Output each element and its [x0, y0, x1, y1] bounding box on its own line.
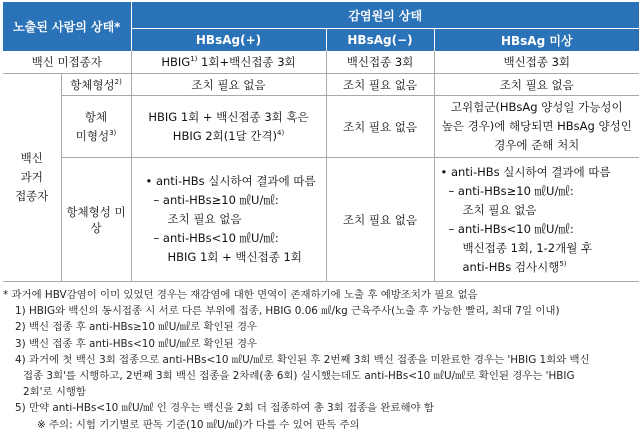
- table-row: [3, 74, 639, 96]
- guideline-document: [3, 2, 639, 433]
- cell-unknown-antibody-positive: • anti-HBs 실시하여 결과에 따름 – anti-HBs≥10 ㎖U/㎖: 조치 필요 없음 – anti-HBs<10 ㎖U/㎖: HBIG 1회 + 백신접종 1회: [131, 158, 326, 282]
- row-label-unvaccinated: 백신 미접종자: [3, 51, 131, 74]
- footnote-4-end: 2회'로 시행함: [23, 386, 86, 399]
- header-source-status: 감염원의 상태: [131, 2, 639, 29]
- row-label-antibody-unknown: 항체형성 미상: [61, 158, 131, 282]
- header-exposed-status: 노출된 사람의 상태*: [3, 2, 131, 51]
- footnote-1: 1) HBIG와 백신의 동시접종 시 서로 다른 부위에 접종, HBIG 0.06 ㎖/kg 근육주사(노출 후 가능한 빨리, 최대 7일 이내): [15, 305, 560, 318]
- cell-nonresponse-positive: HBIG 1회 + 백신접종 3회 혹은 HBIG 2회(1달 간격)$^{4)}$: [131, 96, 326, 158]
- footnote-caution: ※ 주의: 시험 기기별로 판독 기준(10 ㎖U/㎖)가 다를 수 있어 판독 주의: [37, 418, 360, 431]
- header-hbsag-negative: HBsAg(−): [326, 29, 434, 52]
- table-row: [3, 158, 639, 282]
- table-row: [3, 51, 639, 74]
- footnote-3: 3) 백신 접종 후 anti-HBs<10 ㎖U/㎖로 확인된 경우: [15, 337, 258, 350]
- cell-unvaccinated-positive: HBIG$^{1)}$ 1회+백신접종 3회: [131, 51, 326, 74]
- row-label-antibody-not-formed: 항체 미형성$^{3)}$: [61, 96, 131, 158]
- header-hbsag-unknown: HBsAg 미상: [434, 29, 639, 52]
- footnote-4-cont: 접종 3회'를 시행하고, 2번째 3회 백신 접종을 2차례(총 6회) 실시했는데도 anti-HBs<10 ㎖U/㎖로 확인된 경우는 'HBIG: [23, 370, 575, 383]
- cell-antibody-negative: 조치 필요 없음: [326, 74, 434, 96]
- cell-nonresponse-unknown: 고위험군(HBsAg 양성일 가능성이 높은 경우)에 해당되면 HBsAg 양성인 경우에 준해 처치: [434, 96, 639, 158]
- table-row: [3, 96, 639, 158]
- cell-unvaccinated-unknown: 백신접종 3회: [434, 51, 639, 74]
- cell-antibody-unknown: 조치 필요 없음: [434, 74, 639, 96]
- cell-antibody-positive: 조치 필요 없음: [131, 74, 326, 96]
- cell-unknown-antibody-negative: 조치 필요 없음: [326, 158, 434, 282]
- cell-unvaccinated-negative: 백신접종 3회: [326, 51, 434, 74]
- cell-unknown-antibody-unknown: • anti-HBs 실시하여 결과에 따름 – anti-HBs≥10 ㎖U/㎖: 조치 필요 없음 – anti-HBs<10 ㎖U/㎖: 백신접종 1회, 1-2개월 후 anti-HBs 검사시행$^{5)}$: [434, 158, 639, 282]
- row-label-vaccinated-group: 백신 과거 접종자: [3, 74, 61, 282]
- footnote-2: 2) 백신 접종 후 anti-HBs≥10 ㎖U/㎖로 확인된 경우: [15, 321, 258, 334]
- header-hbsag-positive: HBsAg(+): [131, 29, 326, 52]
- exposure-guideline-table: [3, 2, 639, 282]
- footnotes: [3, 287, 639, 433]
- cell-nonresponse-negative: 조치 필요 없음: [326, 96, 434, 158]
- footnote-5: 5) 만약 anti-HBs<10 ㎖U/㎖ 인 경우는 백신을 2회 더 접종하여 총 3회 접종을 완료해야 함: [15, 402, 434, 415]
- footnote-star: * 과거에 HBV감염이 이미 있었던 경우는 재감염에 대한 면역이 존재하기에 노출 후 예방조치가 필요 없음: [3, 289, 478, 301]
- footnote-4: 4) 과거에 첫 백신 3회 접종으로 anti-HBs<10 ㎖U/㎖로 확인된 후 2번째 3회 백신 접종을 미완료한 경우는 'HBIG 1회와 백신: [15, 353, 590, 366]
- row-label-antibody-formed: 항체형성$^{2)}$: [61, 74, 131, 96]
